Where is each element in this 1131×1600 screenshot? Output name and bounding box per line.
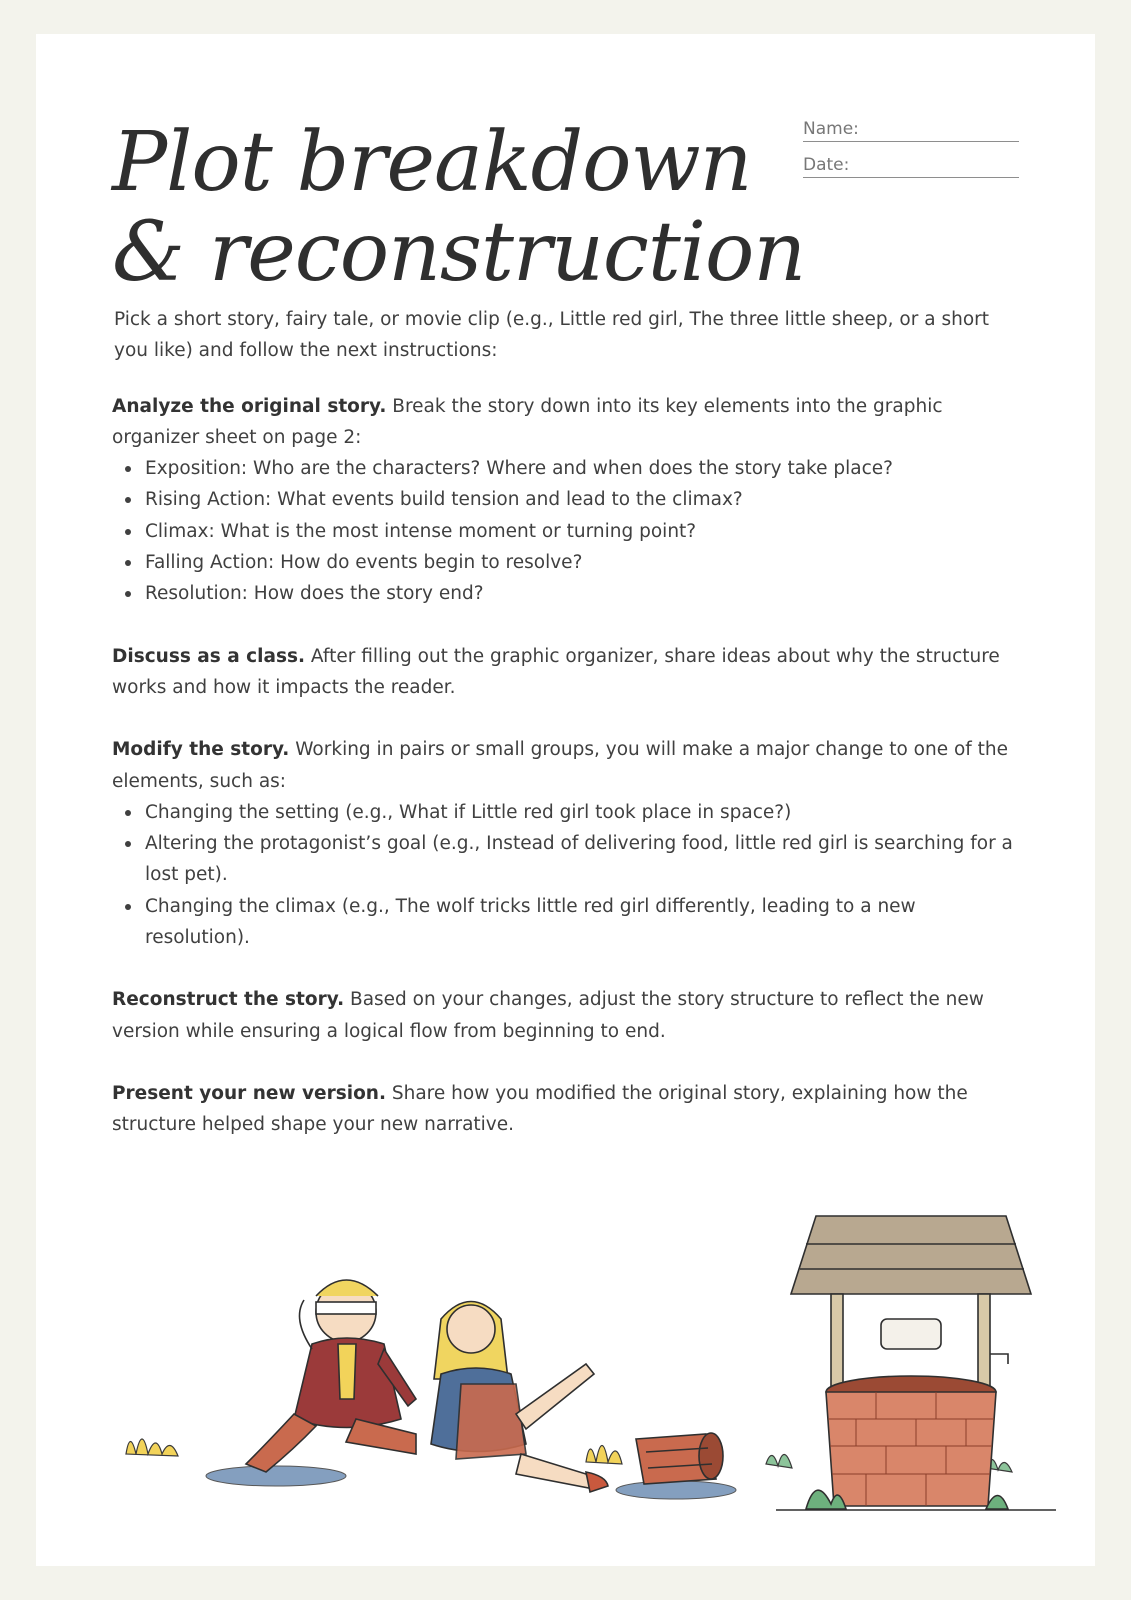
girl-figure	[431, 1302, 608, 1493]
title-line-2: & reconstruction	[112, 205, 806, 300]
student-info	[803, 108, 1019, 178]
present-heading: Present your new version.	[112, 1082, 386, 1104]
discuss-text: After filling out the graphic organizer, share ideas about why the structure works and how it impacts the reader.	[112, 645, 1000, 698]
list-item: Exposition: Who are the characters? Where and when does the story take place?	[112, 453, 1022, 484]
present-section	[112, 1078, 1022, 1141]
reconstruct-text: Based on your changes, adjust the story structure to reflect the new version while ensuring a logical flow from beginning to end.	[112, 989, 984, 1042]
list-item: Climax: What is the most intense moment or turning point?	[112, 516, 1022, 547]
list-item: Falling Action: How do events begin to resolve?	[112, 547, 1022, 578]
discuss-section	[112, 641, 1022, 704]
date-field[interactable]	[803, 144, 1019, 178]
jack-and-jill-illustration	[116, 1214, 1076, 1544]
title-line-1: Plot breakdown	[112, 115, 752, 210]
story-elements-list	[112, 453, 1022, 609]
analyze-heading: Analyze the original story.	[112, 395, 387, 417]
list-item: Rising Action: What events build tension and lead to the climax?	[112, 484, 1022, 515]
present-paragraph	[112, 1078, 1022, 1141]
boy-figure	[246, 1280, 416, 1472]
reconstruct-heading: Reconstruct the story.	[112, 989, 345, 1011]
wishing-well	[776, 1216, 1056, 1510]
reconstruct-section	[112, 984, 1022, 1047]
name-field[interactable]	[803, 108, 1019, 142]
date-label: Date:	[803, 155, 850, 175]
list-item: Altering the protagonist’s goal (e.g., Instead of delivering food, little red girl is searching for a lost pet).	[112, 828, 1022, 891]
instructions	[112, 304, 1022, 1141]
analyze-paragraph	[112, 391, 1022, 454]
list-item: Changing the climax (e.g., The wolf tricks little red girl differently, leading to a new resolution).	[112, 891, 1022, 954]
present-text: Share how you modified the original story, explaining how the structure helped shape your new narrative.	[112, 1082, 968, 1136]
page-title	[112, 115, 806, 300]
modify-paragraph	[112, 734, 1022, 797]
discuss-paragraph	[112, 641, 1022, 704]
modify-section	[112, 734, 1022, 953]
modify-heading: Modify the story.	[112, 739, 290, 761]
reconstruct-paragraph	[112, 984, 1022, 1047]
analyze-section	[112, 391, 1022, 610]
name-label: Name:	[803, 119, 859, 139]
list-item: Changing the setting (e.g., What if Little red girl took place in space?)	[112, 797, 1022, 828]
bucket	[636, 1433, 723, 1484]
list-item: Resolution: How does the story end?	[112, 578, 1022, 609]
worksheet-page	[36, 34, 1095, 1566]
intro-text: Pick a short story, fairy tale, or movie clip (e.g., Little red girl, The three little sheep, or a short you like) and follow the next instructions:	[114, 309, 990, 362]
analyze-text: Break the story down into its key elements into the graphic organizer sheet on page 2:	[112, 395, 943, 448]
modify-text: Working in pairs or small groups, you will make a major change to one of the elements, such as:	[112, 739, 1009, 792]
modification-list	[112, 797, 1022, 953]
discuss-heading: Discuss as a class.	[112, 645, 306, 667]
